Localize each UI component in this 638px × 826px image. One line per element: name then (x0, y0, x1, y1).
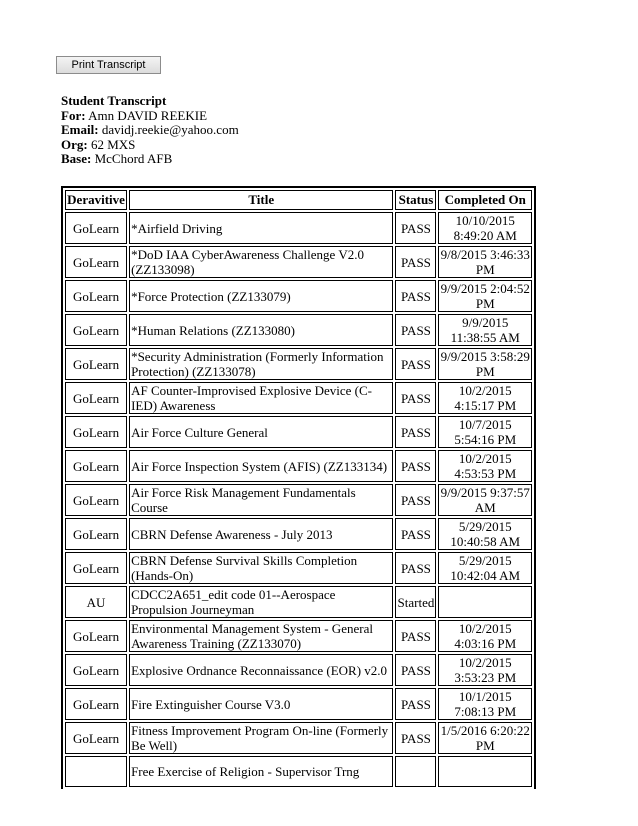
table-row (65, 552, 532, 584)
table-row (65, 348, 532, 380)
cell-derivative: GoLearn (65, 484, 127, 516)
col-header-derivative: Deravitive (65, 190, 127, 210)
cell-status: PASS (395, 246, 436, 278)
cell-title: Air Force Culture General (129, 416, 393, 448)
cell-title: CBRN Defense Awareness - July 2013 (129, 518, 393, 550)
cell-derivative: GoLearn (65, 382, 127, 414)
cell-status: PASS (395, 552, 436, 584)
cell-derivative: GoLearn (65, 246, 127, 278)
cell-derivative: GoLearn (65, 348, 127, 380)
base-label: Base: (61, 151, 92, 166)
cell-title: *Security Administration (Formerly Information Protection) (ZZ133078) (129, 348, 393, 380)
cell-status: PASS (395, 484, 436, 516)
table-row (65, 688, 532, 720)
cell-derivative: GoLearn (65, 280, 127, 312)
email-label: Email: (61, 122, 99, 137)
print-transcript-button[interactable]: Print Transcript (56, 56, 161, 74)
table-row (65, 382, 532, 414)
cell-title: Free Exercise of Religion - Supervisor Trng (129, 756, 393, 787)
cell-completed: 10/10/2015 8:49:20 AM (438, 212, 532, 244)
cell-title: *Airfield Driving (129, 212, 393, 244)
table-row (65, 212, 532, 244)
cell-completed: 5/29/2015 10:40:58 AM (438, 518, 532, 550)
cell-status (395, 756, 436, 787)
cell-derivative: GoLearn (65, 518, 127, 550)
table-header-row (65, 190, 532, 210)
cell-title: Air Force Inspection System (AFIS) (ZZ133134) (129, 450, 393, 482)
cell-completed (438, 586, 532, 618)
cell-completed: 9/8/2015 3:46:33 PM (438, 246, 532, 278)
cell-completed: 10/7/2015 5:54:16 PM (438, 416, 532, 448)
cell-completed: 9/9/2015 3:58:29 PM (438, 348, 532, 380)
transcript-table (61, 186, 536, 789)
table-row (65, 586, 532, 618)
cell-derivative: GoLearn (65, 688, 127, 720)
cell-title: *Human Relations (ZZ133080) (129, 314, 393, 346)
student-email: davidj.reekie@yahoo.com (101, 122, 239, 137)
cell-status: PASS (395, 450, 436, 482)
table-row (65, 314, 532, 346)
cell-title: *DoD IAA CyberAwareness Challenge V2.0 (ZZ133098) (129, 246, 393, 278)
col-header-title: Title (129, 190, 393, 210)
cell-status: PASS (395, 280, 436, 312)
student-info (61, 94, 239, 167)
col-header-status: Status (395, 190, 436, 210)
cell-status: PASS (395, 416, 436, 448)
cell-completed: 9/9/2015 11:38:55 AM (438, 314, 532, 346)
cell-status: PASS (395, 518, 436, 550)
transcript-table-container (61, 186, 536, 826)
cell-title: *Force Protection (ZZ133079) (129, 280, 393, 312)
table-row (65, 450, 532, 482)
col-header-completed: Completed On (438, 190, 532, 210)
cell-completed: 9/9/2015 2:04:52 PM (438, 280, 532, 312)
cell-title: Environmental Management System - General Awareness Training (ZZ133070) (129, 620, 393, 652)
cell-status: PASS (395, 688, 436, 720)
cell-title: Fire Extinguisher Course V3.0 (129, 688, 393, 720)
table-row (65, 620, 532, 652)
cell-title: Air Force Risk Management Fundamentals Course (129, 484, 393, 516)
table-row (65, 756, 532, 787)
cell-completed: 10/2/2015 4:15:17 PM (438, 382, 532, 414)
table-row (65, 518, 532, 550)
table-row (65, 280, 532, 312)
cell-status: PASS (395, 620, 436, 652)
cell-derivative: AU (65, 586, 127, 618)
cell-status: PASS (395, 382, 436, 414)
table-row (65, 416, 532, 448)
cell-derivative: GoLearn (65, 620, 127, 652)
table-row (65, 484, 532, 516)
cell-derivative: GoLearn (65, 314, 127, 346)
table-row (65, 722, 532, 754)
cell-completed: 9/9/2015 9:37:57 AM (438, 484, 532, 516)
transcript-title: Student Transcript (61, 93, 167, 108)
cell-title: CBRN Defense Survival Skills Completion (Hands-On) (129, 552, 393, 584)
cell-status: PASS (395, 348, 436, 380)
cell-derivative (65, 756, 127, 787)
student-base: McChord AFB (94, 151, 173, 166)
cell-completed: 10/2/2015 3:53:23 PM (438, 654, 532, 686)
cell-completed (438, 756, 532, 787)
cell-derivative: GoLearn (65, 416, 127, 448)
table-row (65, 654, 532, 686)
cell-status: PASS (395, 654, 436, 686)
cell-completed: 1/5/2016 6:20:22 PM (438, 722, 532, 754)
org-label: Org: (61, 136, 88, 152)
cell-completed: 5/29/2015 10:42:04 AM (438, 552, 532, 584)
table-row (65, 246, 532, 278)
student-org: 62 MXS (90, 136, 136, 152)
cell-status: PASS (395, 722, 436, 754)
cell-title: CDCC2A651_edit code 01--Aerospace Propulsion Journeyman (129, 586, 393, 618)
cell-status: PASS (395, 212, 436, 244)
cell-status: Started (395, 586, 436, 618)
cell-completed: 10/2/2015 4:53:53 PM (438, 450, 532, 482)
cell-derivative: GoLearn (65, 722, 127, 754)
cell-derivative: GoLearn (65, 552, 127, 584)
cell-status: PASS (395, 314, 436, 346)
cell-completed: 10/2/2015 4:03:16 PM (438, 620, 532, 652)
cell-derivative: GoLearn (65, 654, 127, 686)
cell-title: Explosive Ordnance Reconnaissance (EOR) v2.0 (129, 654, 393, 686)
student-name: Amn DAVID REEKIE (88, 107, 208, 123)
cell-derivative: GoLearn (65, 212, 127, 244)
for-label: For: (61, 107, 86, 123)
cell-title: AF Counter-Improvised Explosive Device (C-IED) Awareness (129, 382, 393, 414)
cell-title: Fitness Improvement Program On-line (Formerly Be Well) (129, 722, 393, 754)
cell-completed: 10/1/2015 7:08:13 PM (438, 688, 532, 720)
cell-derivative: GoLearn (65, 450, 127, 482)
